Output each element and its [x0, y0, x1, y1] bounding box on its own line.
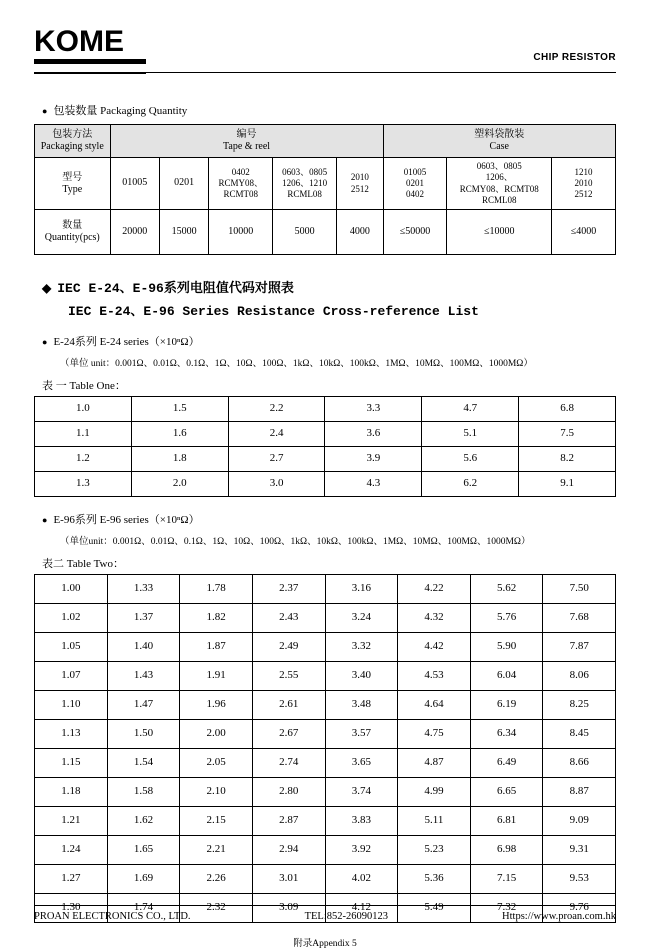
- appendix-label: 附录Appendix 5: [293, 939, 357, 949]
- type-cell: 0603、0805 1206、 RCMY08、RCMT08 RCML08: [447, 158, 552, 210]
- e96-cell: 2.05: [180, 749, 253, 778]
- e96-cell: 6.19: [470, 691, 543, 720]
- e96-cell: 1.54: [107, 749, 180, 778]
- e96-cell: 2.55: [252, 662, 325, 691]
- row-label-type: 型号 Type: [35, 158, 111, 210]
- e96-cell: 5.36: [398, 865, 471, 894]
- e96-cell: 7.87: [543, 633, 616, 662]
- e24-cell: 3.3: [325, 397, 422, 422]
- e24-cell: 9.1: [519, 472, 616, 497]
- e24-cell: 5.6: [422, 447, 519, 472]
- logo-text: KOME: [34, 26, 146, 64]
- e96-cell: 7.15: [470, 865, 543, 894]
- e96-cell: 8.25: [543, 691, 616, 720]
- qty-cell: 15000: [159, 210, 208, 255]
- e96-cell: 1.07: [35, 662, 108, 691]
- e96-unit-note: （单位unit：0.001Ω、0.01Ω、0.1Ω、1Ω、10Ω、100Ω、1kΩ、10kΩ、100kΩ、1MΩ、10MΩ、100MΩ、1000MΩ）: [60, 537, 531, 547]
- qty-cell: 4000: [337, 210, 383, 255]
- e24-cell: 3.9: [325, 447, 422, 472]
- e24-bullet-label: E-24系列 E-24 series（×10ⁿΩ）: [53, 336, 200, 348]
- e96-cell: 1.40: [107, 633, 180, 662]
- qty-cell: 20000: [110, 210, 159, 255]
- table-row: [35, 472, 616, 497]
- e96-cell: 4.53: [398, 662, 471, 691]
- type-cell: 1210 2010 2512: [552, 158, 616, 210]
- footer-tel: TEL:852-26090123: [304, 911, 388, 922]
- table-row: [35, 807, 616, 836]
- e24-cell: 1.1: [35, 422, 132, 447]
- table-row: [35, 662, 616, 691]
- e96-cell: 5.62: [470, 575, 543, 604]
- table-row: [35, 210, 616, 255]
- e96-cell: 2.00: [180, 720, 253, 749]
- e96-cell: 3.48: [325, 691, 398, 720]
- diamond-icon: ◆: [42, 282, 52, 296]
- table-row: [35, 778, 616, 807]
- e24-cell: 6.8: [519, 397, 616, 422]
- e96-cell: 1.50: [107, 720, 180, 749]
- e96-cell: 4.02: [325, 865, 398, 894]
- e96-cell: 9.53: [543, 865, 616, 894]
- e96-cell: 7.50: [543, 575, 616, 604]
- qty-cell: ≤10000: [447, 210, 552, 255]
- e96-cell: 7.32: [470, 894, 543, 923]
- e96-cell: 6.98: [470, 836, 543, 865]
- e96-cell: 5.49: [398, 894, 471, 923]
- table-row: [35, 397, 616, 422]
- e96-table-label: 表二 Table Two：: [42, 558, 124, 570]
- company-logo: [34, 26, 146, 74]
- e96-cell: 2.61: [252, 691, 325, 720]
- e96-cell: 4.32: [398, 604, 471, 633]
- e96-cell: 6.04: [470, 662, 543, 691]
- e96-cell: 2.94: [252, 836, 325, 865]
- e24-cell: 2.2: [228, 397, 325, 422]
- e96-cell: 4.99: [398, 778, 471, 807]
- e96-cell: 1.58: [107, 778, 180, 807]
- e96-cell: 2.67: [252, 720, 325, 749]
- tape-reel-header: 编号 Tape & reel: [110, 125, 383, 158]
- e96-cell: 1.21: [35, 807, 108, 836]
- e24-cell: 1.8: [131, 447, 228, 472]
- footer-website[interactable]: Https://www.proan.com.hk: [502, 911, 616, 922]
- e96-cell: 6.65: [470, 778, 543, 807]
- e96-cell: 2.49: [252, 633, 325, 662]
- e96-cell: 3.92: [325, 836, 398, 865]
- e96-cell: 3.09: [252, 894, 325, 923]
- e96-cell: 4.75: [398, 720, 471, 749]
- table-row: [35, 575, 616, 604]
- document-page: [0, 25, 650, 949]
- e96-cell: 1.33: [107, 575, 180, 604]
- e96-cell: 4.64: [398, 691, 471, 720]
- e24-cell: 7.5: [519, 422, 616, 447]
- e96-cell: 1.24: [35, 836, 108, 865]
- e96-cell: 2.15: [180, 807, 253, 836]
- e24-cell: 2.7: [228, 447, 325, 472]
- e24-cell: 5.1: [422, 422, 519, 447]
- e96-cell: 5.23: [398, 836, 471, 865]
- qty-cell: 5000: [273, 210, 337, 255]
- e24-bullet: [42, 333, 616, 349]
- e96-cell: 6.49: [470, 749, 543, 778]
- e96-cell: 1.65: [107, 836, 180, 865]
- e24-table-label: 表 一 Table One：: [42, 380, 126, 392]
- packaging-bullet: [42, 102, 616, 118]
- e96-cell: 2.87: [252, 807, 325, 836]
- e96-cell: 1.74: [107, 894, 180, 923]
- e24-cell: 2.4: [228, 422, 325, 447]
- qty-cell: ≤50000: [383, 210, 447, 255]
- bullet-icon: ●: [42, 337, 48, 347]
- e24-cell: 1.6: [131, 422, 228, 447]
- type-cell: 0603、0805 1206、1210 RCML08: [273, 158, 337, 210]
- e96-cell: 7.68: [543, 604, 616, 633]
- e24-cell: 8.2: [519, 447, 616, 472]
- e24-cell: 4.3: [325, 472, 422, 497]
- e96-bullet: [42, 511, 616, 527]
- bullet-icon: ●: [42, 106, 48, 116]
- e96-cell: 3.57: [325, 720, 398, 749]
- e96-cell: 3.24: [325, 604, 398, 633]
- type-cell: 2010 2512: [337, 158, 383, 210]
- e96-cell: 4.87: [398, 749, 471, 778]
- e96-cell: 1.00: [35, 575, 108, 604]
- table-row: [35, 836, 616, 865]
- e96-cell: 9.76: [543, 894, 616, 923]
- e96-cell: 3.83: [325, 807, 398, 836]
- e24-cell: 1.5: [131, 397, 228, 422]
- e96-cell: 2.21: [180, 836, 253, 865]
- e96-cell: 4.22: [398, 575, 471, 604]
- e96-cell: 1.87: [180, 633, 253, 662]
- e96-cell: 2.26: [180, 865, 253, 894]
- e96-cell: 3.32: [325, 633, 398, 662]
- e96-cell: 1.43: [107, 662, 180, 691]
- table-row: [35, 158, 616, 210]
- table-row: [35, 865, 616, 894]
- e24-cell: 3.0: [228, 472, 325, 497]
- type-cell: 01005 0201 0402: [383, 158, 447, 210]
- e96-cell: 8.06: [543, 662, 616, 691]
- type-cell: 01005: [110, 158, 159, 210]
- e96-cell: 2.74: [252, 749, 325, 778]
- e96-bullet-label: E-96系列 E-96 series（×10ⁿΩ）: [53, 514, 200, 526]
- e96-cell: 9.09: [543, 807, 616, 836]
- e96-cell: 2.10: [180, 778, 253, 807]
- e96-cell: 1.69: [107, 865, 180, 894]
- e24-unit-note: （单位 unit：0.001Ω、0.01Ω、0.1Ω、1Ω、10Ω、100Ω、1kΩ、10kΩ、100kΩ、1MΩ、10MΩ、100MΩ、1000MΩ）: [60, 359, 533, 369]
- table-row: [35, 125, 616, 158]
- table-row: [35, 720, 616, 749]
- bullet-icon: ●: [42, 515, 48, 525]
- e96-cell: 1.30: [35, 894, 108, 923]
- packaging-bullet-label: 包装数量 Packaging Quantity: [53, 105, 188, 117]
- section-title-cn: ◆ IEC E-24、E-96系列电阻值代码对照表: [42, 281, 294, 296]
- header-title: CHIP RESISTOR: [533, 52, 616, 63]
- e24-cell: 3.6: [325, 422, 422, 447]
- table-row: [35, 749, 616, 778]
- e24-cell: 6.2: [422, 472, 519, 497]
- e96-cell: 1.96: [180, 691, 253, 720]
- table-row: [35, 422, 616, 447]
- e96-cell: 1.27: [35, 865, 108, 894]
- e96-cell: 6.34: [470, 720, 543, 749]
- table-row: [35, 604, 616, 633]
- e96-cell: 1.82: [180, 604, 253, 633]
- packaging-table: [34, 124, 616, 255]
- e96-cell: 3.16: [325, 575, 398, 604]
- e96-cell: 5.90: [470, 633, 543, 662]
- e96-cell: 1.02: [35, 604, 108, 633]
- case-header: 塑料袋散装 Case: [383, 125, 615, 158]
- qty-cell: ≤4000: [552, 210, 616, 255]
- table-row: [35, 691, 616, 720]
- table-row: [35, 447, 616, 472]
- e96-cell: 3.40: [325, 662, 398, 691]
- e96-table: [34, 574, 616, 923]
- e96-cell: 1.37: [107, 604, 180, 633]
- e96-cell: 3.01: [252, 865, 325, 894]
- e96-cell: 2.43: [252, 604, 325, 633]
- row-label-quantity: 数量 Quantity(pcs): [35, 210, 111, 255]
- header-divider: [34, 72, 616, 73]
- e96-cell: 1.91: [180, 662, 253, 691]
- e24-cell: 1.0: [35, 397, 132, 422]
- e96-cell: 3.74: [325, 778, 398, 807]
- e96-cell: 2.32: [180, 894, 253, 923]
- e96-cell: 1.18: [35, 778, 108, 807]
- e96-cell: 4.12: [325, 894, 398, 923]
- qty-cell: 10000: [209, 210, 273, 255]
- e24-cell: 1.2: [35, 447, 132, 472]
- type-cell: 0201: [159, 158, 208, 210]
- page-footer: [34, 905, 616, 922]
- e96-cell: 2.37: [252, 575, 325, 604]
- e96-cell: 1.05: [35, 633, 108, 662]
- e96-cell: 1.10: [35, 691, 108, 720]
- e96-cell: 8.45: [543, 720, 616, 749]
- e96-cell: 8.66: [543, 749, 616, 778]
- e24-table: [34, 396, 616, 497]
- e96-cell: 1.78: [180, 575, 253, 604]
- section-title-en: IEC E-24、E-96 Series Resistance Cross-reference List: [68, 304, 479, 319]
- e24-cell: 1.3: [35, 472, 132, 497]
- e96-cell: 5.76: [470, 604, 543, 633]
- footer-company: PROAN ELECTRONICS CO., LTD.: [34, 911, 191, 922]
- e96-cell: 4.42: [398, 633, 471, 662]
- packaging-style-header: 包装方法 Packaging style: [35, 125, 111, 158]
- e96-cell: 8.87: [543, 778, 616, 807]
- type-cell: 0402 RCMY08、 RCMT08: [209, 158, 273, 210]
- e96-cell: 1.62: [107, 807, 180, 836]
- e96-cell: 1.15: [35, 749, 108, 778]
- e96-cell: 3.65: [325, 749, 398, 778]
- e96-cell: 2.80: [252, 778, 325, 807]
- e96-cell: 6.81: [470, 807, 543, 836]
- e24-cell: 2.0: [131, 472, 228, 497]
- e96-cell: 1.47: [107, 691, 180, 720]
- table-row: [35, 633, 616, 662]
- e24-cell: 4.7: [422, 397, 519, 422]
- e96-cell: 9.31: [543, 836, 616, 865]
- page-header: [34, 26, 616, 88]
- e96-cell: 1.13: [35, 720, 108, 749]
- e96-cell: 5.11: [398, 807, 471, 836]
